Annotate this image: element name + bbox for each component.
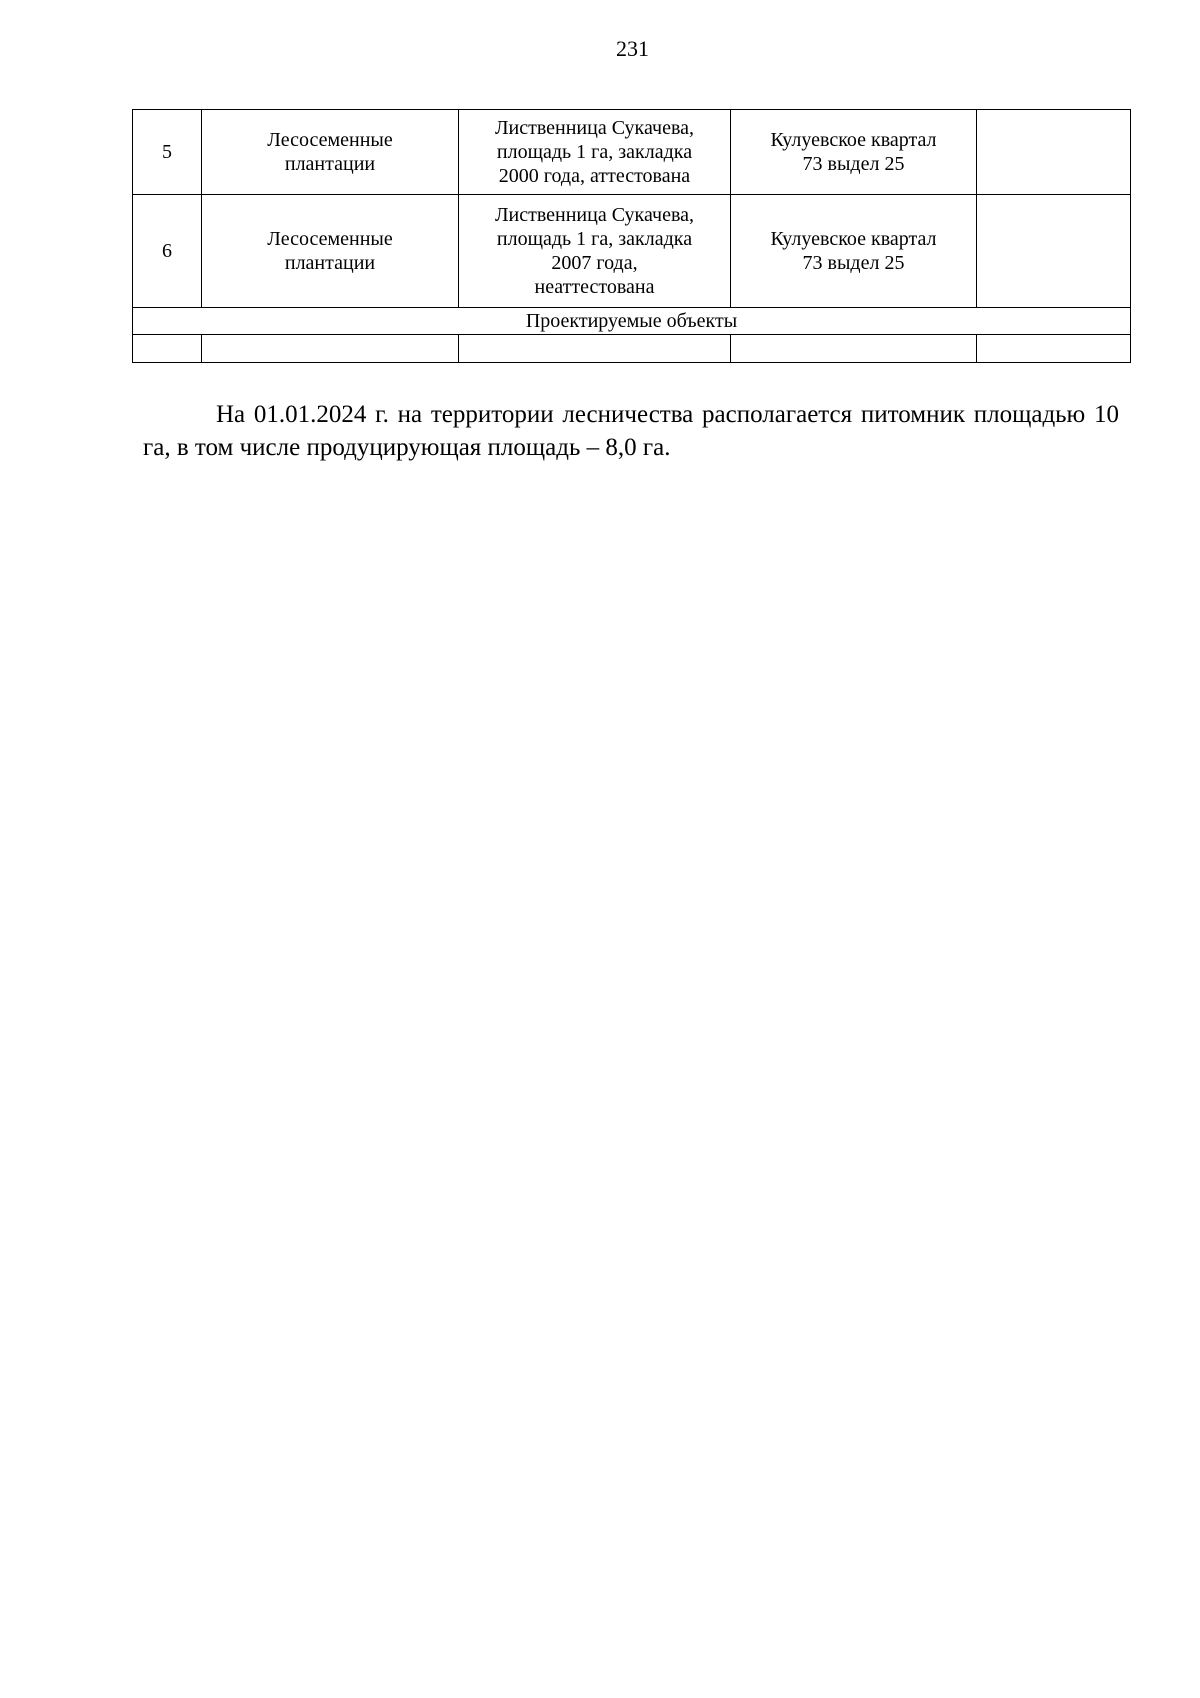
object-note: [977, 110, 1131, 195]
object-description: [459, 110, 731, 195]
row-number: 5: [133, 110, 202, 195]
object-type: [202, 110, 459, 195]
empty-cell: [133, 335, 202, 363]
text-line: Кулуевское квартал: [770, 228, 937, 250]
text-line: плантации: [284, 252, 376, 274]
empty-cell: [977, 335, 1131, 363]
text-line: 73 выдел 25: [802, 252, 905, 274]
text-line: площадь 1 га, закладка: [496, 228, 693, 250]
text-line: Лесосеменные: [267, 228, 393, 250]
text-line: неаттестована: [534, 276, 655, 298]
section-header: Проектируемые объекты: [133, 308, 1131, 335]
object-type: [202, 195, 459, 308]
table-row-empty: [133, 335, 1131, 363]
section-header-row: [133, 308, 1131, 335]
table-row: [133, 195, 1131, 308]
row-number: 6: [133, 195, 202, 308]
table-row: [133, 110, 1131, 195]
text-line: 73 выдел 25: [802, 153, 905, 175]
text-line: 2000 года, аттестована: [498, 165, 691, 187]
empty-cell: [731, 335, 977, 363]
text-line: Лесосеменные: [267, 129, 393, 151]
text-line: Лиственница Сукачева,: [494, 117, 695, 139]
object-description: [459, 195, 731, 308]
empty-cell: [202, 335, 459, 363]
object-location: [731, 110, 977, 195]
page-number: 231: [616, 36, 649, 61]
body-paragraph: На 01.01.2024 г. на территории лесничества располагается питомник площадью 10 га, в том числе продуцирующая площадь – 8,0 га.: [143, 401, 1119, 461]
text-line: плантации: [284, 153, 376, 175]
text-line: Кулуевское квартал: [770, 129, 937, 151]
text-line: Лиственница Сукачева,: [494, 204, 695, 226]
plantation-table: [132, 109, 1131, 363]
text-line: 2007 года,: [551, 252, 638, 274]
object-note: [977, 195, 1131, 308]
empty-cell: [459, 335, 731, 363]
object-location: [731, 195, 977, 308]
text-line: площадь 1 га, закладка: [496, 141, 693, 163]
